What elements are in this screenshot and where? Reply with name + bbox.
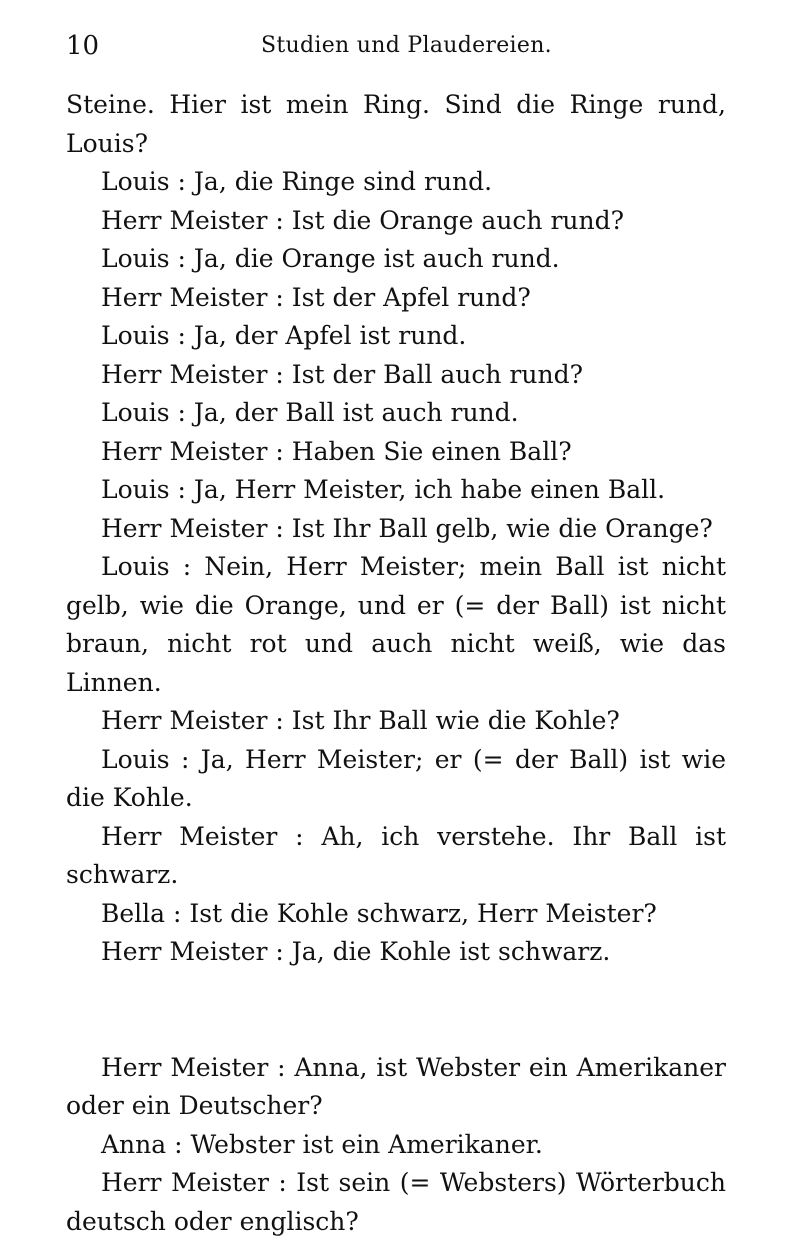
dialogue-line: Herr Meister : Ist sein (= Websters) Wörterbuch deutsch oder englisch? (66, 1164, 726, 1241)
dialogue-section-1 (66, 86, 726, 972)
dialogue-line: Anna : Webster ist ein Amerikaner. (66, 1126, 726, 1165)
dialogue-line: Herr Meister : Ist Ihr Ball wie die Kohle? (66, 702, 726, 741)
dialogue-line: Herr Meister : Anna, ist Webster ein Amerikaner oder ein Deutscher? (66, 1049, 726, 1126)
dialogue-line: Herr Meister : Ja, die Kohle ist schwarz. (66, 933, 726, 972)
running-title: Studien und Plaudereien. (261, 26, 552, 66)
dialogue-line: Louis : Nein, Herr Meister; mein Ball ist nicht gelb, wie die Orange, und er (= der Ball) ist nicht braun, nicht rot und auch nicht weiß, wie das Linnen. (66, 548, 726, 702)
dialogue-line: Herr Meister : Ist der Apfel rund? (66, 279, 726, 318)
dialogue-line: Louis : Ja, die Orange ist auch rund. (66, 240, 726, 279)
dialogue-line: Herr Meister : Haben Sie einen Ball? (66, 433, 726, 472)
dialogue-line: Louis : Ja, Herr Meister; er (= der Ball) ist wie die Kohle. (66, 741, 726, 818)
page-header (66, 26, 726, 66)
dialogue-section-2 (66, 1049, 726, 1241)
dialogue-line: Louis : Ja, die Ringe sind rund. (66, 163, 726, 202)
dialogue-line: Louis : Ja, der Ball ist auch rund. (66, 394, 726, 433)
continuation-paragraph: Steine. Hier ist mein Ring. Sind die Ringe rund, Louis? (66, 86, 726, 163)
dialogue-line: Herr Meister : Ist der Ball auch rund? (66, 356, 726, 395)
dialogue-line: Louis : Ja, Herr Meister, ich habe einen Ball. (66, 471, 726, 510)
page-number: 10 (66, 26, 99, 66)
dialogue-line: Bella : Ist die Kohle schwarz, Herr Meister? (66, 895, 726, 934)
dialogue-line: Herr Meister : Ist Ihr Ball gelb, wie die Orange? (66, 510, 726, 549)
page-body (66, 86, 726, 1241)
section-gap (66, 972, 726, 1049)
dialogue-line: Herr Meister : Ah, ich verstehe. Ihr Ball ist schwarz. (66, 818, 726, 895)
dialogue-line: Herr Meister : Ist die Orange auch rund? (66, 202, 726, 241)
dialogue-line: Louis : Ja, der Apfel ist rund. (66, 317, 726, 356)
